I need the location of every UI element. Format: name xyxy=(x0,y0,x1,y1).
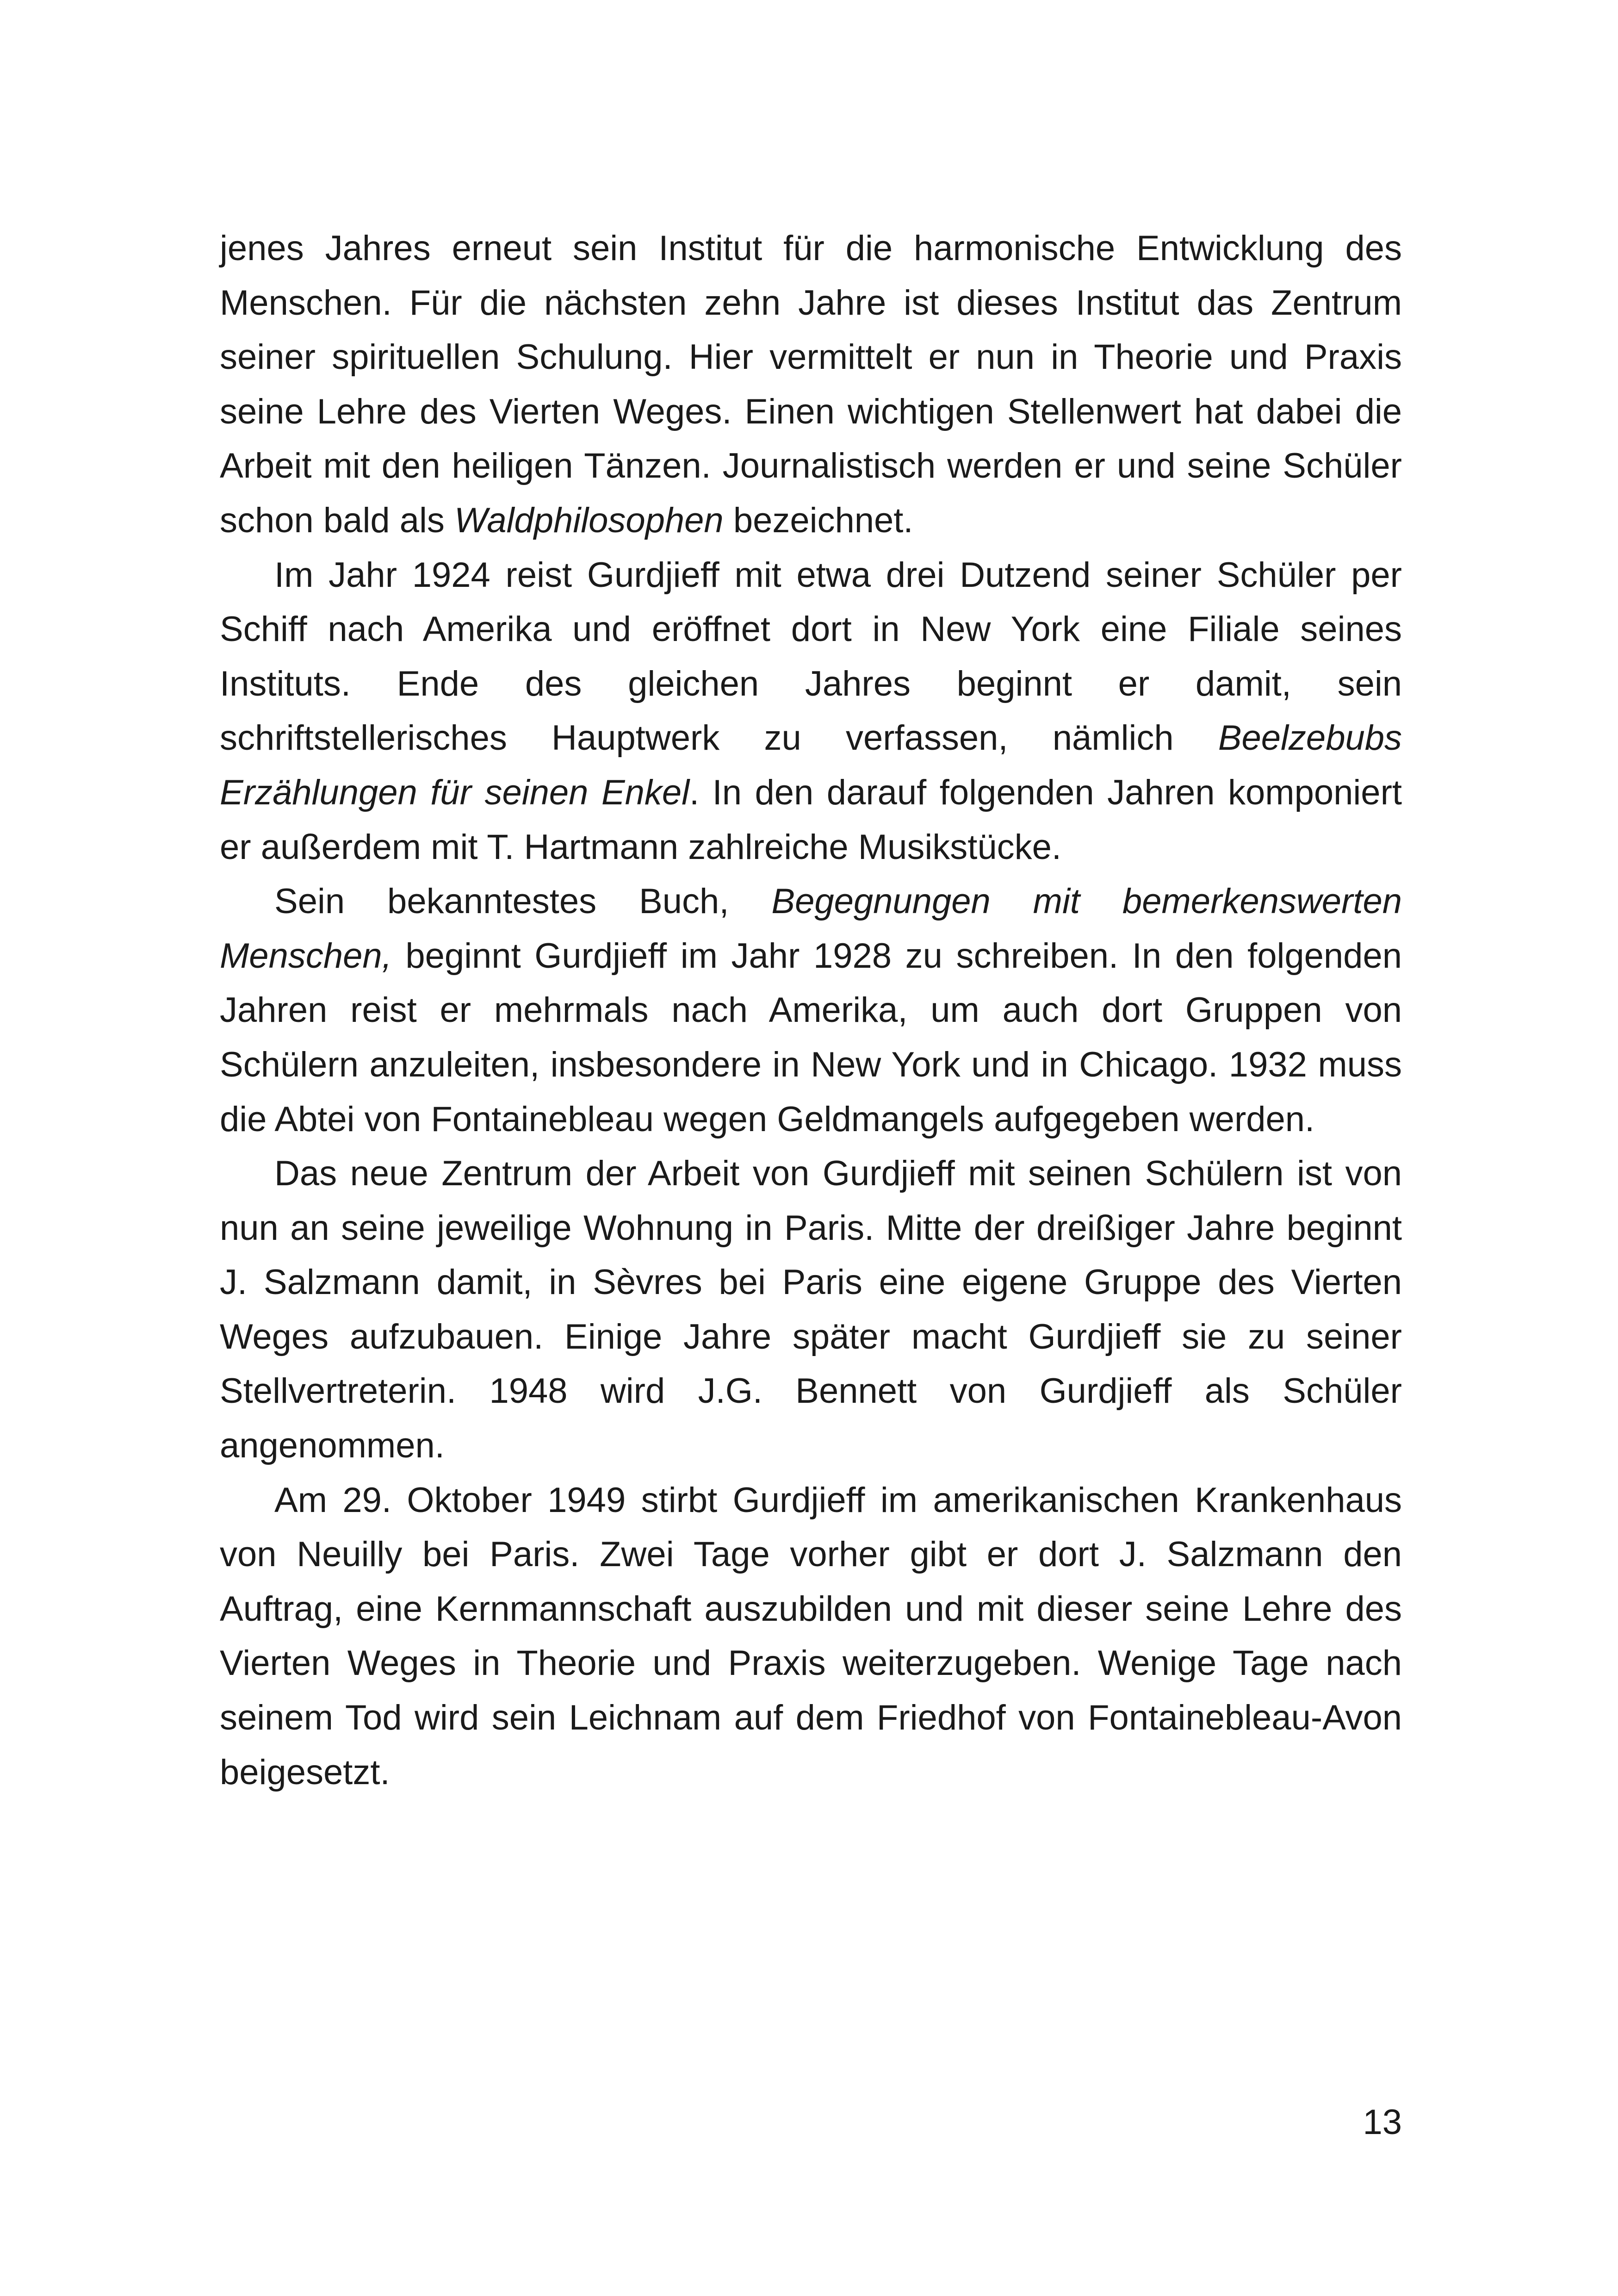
paragraph-2-text-end: . In den darauf folgenden Jahren komponiert er außerdem mit T. Hartmann zahlreiche Musikstücke. xyxy=(220,772,1402,867)
paragraph-1-italic: Waldphilosophen xyxy=(454,500,724,540)
paragraph-3-italic: Begegnungen mit bemerkenswerten Menschen, xyxy=(220,882,1402,976)
paragraph-2-italic: Beelzebubs Erzählungen für seinen Enkel xyxy=(220,718,1402,812)
paragraph-1-text: jenes Jahres erneut sein Institut für die harmonische Entwicklung des Menschen. Für die nächsten zehn Jahre ist dieses Institut das Zentrum seiner spirituellen Schulung. Hier vermittelt er nun in Theorie und Praxis seine Lehre des Vierten Weges. Einen wichtigen Stellenwert hat dabei die Arbeit mit den heiligen Tänzen. Journalistisch werden er und seine Schüler schon bald als xyxy=(220,229,1402,540)
paragraph-5: Am 29. Oktober 1949 stirbt Gurdjieff im amerikanischen Krankenhaus von Neuilly bei Paris. Zwei Tage vorher gibt er dort J. Salzmann den Auftrag, eine Kernmannschaft auszubilden und mit dieser seine Lehre des Vierten Weges in Theorie und Praxis weiterzugeben. Wenige Tage nach seinem Tod wird sein Leichnam auf dem Friedhof von Fontainebleau-Avon beigesetzt. xyxy=(220,1480,1402,1792)
body-text xyxy=(220,221,1402,1799)
paragraph-3-text-end: beginnt Gurdjieff im Jahr 1928 zu schreiben. In den folgenden Jahren reist er mehrmals nach Amerika, um auch dort Gruppen von Schülern anzuleiten, insbesondere in New York und in Chicago. 1932 muss die Abtei von Fontainebleau wegen Geldmangels aufgegeben werden. xyxy=(220,936,1402,1139)
paragraph-3-text: Sein bekanntestes Buch, xyxy=(274,882,772,921)
page-number: 13 xyxy=(1363,2103,1402,2142)
paragraph-1 xyxy=(220,221,1402,548)
paragraph-2 xyxy=(220,548,1402,875)
paragraph-4: Das neue Zentrum der Arbeit von Gurdjieff mit seinen Schülern ist von nun an seine jeweilige Wohnung in Paris. Mitte der dreißiger Jahre beginnt J. Salzmann damit, in Sèvres bei Paris eine eigene Gruppe des Vierten Weges aufzubauen. Einige Jahre später macht Gurdjieff sie zu seiner Stellvertreterin. 1948 wird J.G. Bennett von Gurdjieff als Schüler angenommen. xyxy=(220,1154,1402,1466)
paragraph-1-text-end: bezeichnet. xyxy=(723,500,913,540)
paragraph-2-text: Im Jahr 1924 reist Gurdjieff mit etwa drei Dutzend seiner Schüler per Schiff nach Amerika und eröffnet dort in New York eine Filiale seines Instituts. Ende des gleichen Jahres beginnt er damit, sein schriftstellerisches Hauptwerk zu verfassen, nämlich xyxy=(220,555,1402,758)
paragraph-3 xyxy=(220,874,1402,1146)
